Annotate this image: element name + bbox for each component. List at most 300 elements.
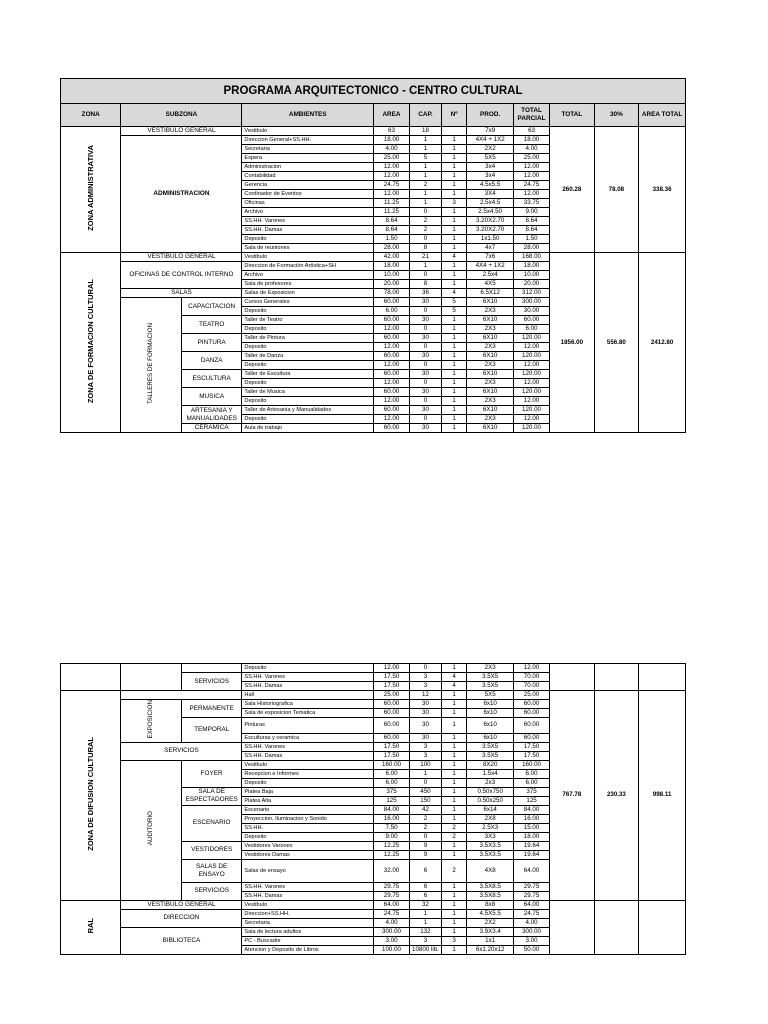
area-cell: 12.00	[373, 343, 409, 352]
partial-total-cell: 8.64	[513, 226, 549, 235]
ambiente-cell: Cursos Generales	[242, 298, 374, 307]
header-total: TOTAL	[550, 104, 595, 127]
partial-total-cell: 24.75	[514, 909, 550, 918]
product-cell: 2X3	[467, 664, 514, 673]
header-row	[61, 104, 686, 127]
ambiente-cell: Deposito	[242, 343, 374, 352]
partial-total-cell: 120.00	[513, 424, 549, 433]
capacity-cell: 1	[410, 172, 442, 181]
product-cell: 6x10	[467, 733, 514, 742]
taller-ceramica-continued	[181, 664, 241, 673]
ambiente-cell: Vestibulo	[242, 253, 374, 262]
capacity-cell: 0	[410, 397, 442, 406]
capacity-cell: 18	[410, 127, 442, 136]
product-cell: 2X3	[467, 379, 514, 388]
area-cell: 64.00	[373, 900, 409, 909]
partial-total-cell: 64.00	[514, 900, 550, 909]
area-cell: 10.00	[373, 271, 409, 280]
ambiente-cell: SS.HH.	[242, 823, 374, 832]
number-cell: 3	[441, 936, 466, 945]
exposicion-temporal: TEMPORAL	[181, 718, 241, 743]
product-cell: 0.50x750	[467, 787, 514, 796]
number-cell: 1	[441, 814, 466, 823]
product-cell: 6X10	[467, 406, 514, 415]
ambiente-cell: Taller de Teatro	[242, 316, 374, 325]
area-cell: 8.64	[373, 226, 409, 235]
product-cell: 3.5X8.5	[467, 891, 514, 900]
product-cell: 0.50x250	[467, 796, 514, 805]
area-cell: 4.00	[373, 145, 409, 154]
area-cell: 60.00	[373, 424, 409, 433]
product-cell: 2x3	[467, 778, 514, 787]
partial-total-cell: 60.00	[514, 700, 550, 709]
number-cell: 1	[441, 334, 466, 343]
zone-area-total: 998.11	[639, 691, 686, 901]
taller-label: CERAMICA	[181, 424, 241, 433]
capacity-cell: 21	[410, 253, 442, 262]
capacity-cell: 30	[410, 733, 442, 742]
auditorio-vestidores: VESTIDORES	[181, 841, 241, 859]
area-cell: 12.00	[373, 415, 409, 424]
product-cell: 4X8	[467, 859, 514, 882]
zone-percent: 556.80	[594, 253, 639, 433]
capacity-cell: 1	[410, 145, 442, 154]
number-cell: 1	[441, 945, 466, 954]
number-cell: 1	[441, 370, 466, 379]
area-cell: 24.75	[373, 181, 409, 190]
area-cell: 18.00	[373, 262, 409, 271]
header-cap: CAP.	[410, 104, 442, 127]
number-cell: 1	[441, 136, 466, 145]
area-cell: 60.00	[373, 388, 409, 397]
ambiente-cell: Vestidores Varones	[242, 841, 374, 850]
table-row	[61, 253, 686, 262]
capacity-cell: 2	[410, 217, 442, 226]
taller-label: PINTURA	[181, 334, 241, 352]
capacity-cell: 0	[410, 325, 442, 334]
number-cell: 1	[441, 388, 466, 397]
partial-total-cell: 6.00	[514, 778, 550, 787]
partial-total-cell: 63	[513, 127, 549, 136]
subzone-hall	[121, 691, 242, 700]
capacity-cell: 42	[410, 805, 442, 814]
partial-total-cell: 64.00	[514, 859, 550, 882]
partial-total-cell: 120.00	[513, 352, 549, 361]
partial-total-cell: 20.00	[513, 280, 549, 289]
area-cell: 60.00	[373, 316, 409, 325]
auditorio-servicios: SERVICIOS	[181, 882, 241, 900]
taller-label: TEATRO	[181, 316, 241, 334]
ambiente-cell: Deposito	[242, 379, 374, 388]
number-cell: 1	[441, 154, 466, 163]
header-area: AREA	[373, 104, 409, 127]
area-cell: 1.50	[373, 235, 409, 244]
partial-total-cell: 25.00	[514, 691, 550, 700]
capacity-cell: 1	[410, 769, 442, 778]
product-cell: 6X10	[467, 316, 514, 325]
taller-label: CAPACITACION	[181, 298, 241, 316]
product-cell: 6X10	[467, 352, 514, 361]
product-cell: 2.5x4.5	[467, 199, 514, 208]
area-cell: 24.75	[373, 909, 409, 918]
subzone-vestibulo: VESTIBULO GENERAL	[121, 127, 242, 136]
area-cell: 42.00	[373, 253, 409, 262]
sheet-page-2	[60, 663, 686, 1024]
product-cell: 1x1.50	[467, 235, 514, 244]
product-cell: 8X20	[467, 760, 514, 769]
partial-total-cell: 12.00	[513, 190, 549, 199]
capacity-cell: 10800 lib.	[410, 945, 442, 954]
subzone-talleres-formacion	[121, 298, 181, 433]
capacity-cell: 132	[410, 927, 442, 936]
ambiente-cell: Atencion y Deposito de Libros	[242, 945, 374, 954]
ambiente-cell: Platea Baja	[242, 787, 374, 796]
zone-area-total: 2412.80	[639, 253, 686, 433]
ambiente-cell: Salas de ensayo	[242, 859, 374, 882]
partial-total-cell: 60.00	[514, 733, 550, 742]
partial-total-cell: 3.00	[514, 936, 550, 945]
capacity-cell: 9	[410, 850, 442, 859]
number-cell: 1	[441, 909, 466, 918]
subzone-direccion: DIRECCION	[121, 909, 242, 927]
partial-total-cell: 160.00	[514, 760, 550, 769]
product-cell: 2X3	[467, 397, 514, 406]
program-table-page-1	[60, 78, 686, 433]
product-cell: 6X10	[467, 424, 514, 433]
number-cell: 1	[441, 742, 466, 751]
capacity-cell: 32	[410, 900, 442, 909]
partial-total-cell: 24.75	[513, 181, 549, 190]
product-cell: 2.5x4	[467, 271, 514, 280]
ambiente-cell: Vestibulo	[242, 760, 374, 769]
capacity-cell: 1	[410, 163, 442, 172]
partial-total-cell: 16.00	[514, 814, 550, 823]
partial-total-cell: 12.00	[513, 415, 549, 424]
subzone-auditorio	[121, 760, 181, 900]
area-cell: 8.64	[373, 217, 409, 226]
ambiente-cell: Deposito	[242, 235, 374, 244]
area-cell: 12.00	[373, 361, 409, 370]
capacity-cell: 30	[410, 718, 442, 734]
product-cell: 3.20X2.70	[467, 226, 514, 235]
ambiente-cell: Deposito	[242, 778, 374, 787]
product-cell: 6x14	[467, 805, 514, 814]
capacity-cell: 0	[410, 778, 442, 787]
number-cell: 2	[441, 823, 466, 832]
number-cell: 1	[441, 316, 466, 325]
product-cell: 3.5X5	[467, 673, 514, 682]
zone-total: 1856.00	[550, 253, 595, 433]
number-cell: 4	[441, 682, 466, 691]
product-cell: 3.5X5	[467, 742, 514, 751]
zone-percent: 78.08	[594, 127, 639, 253]
number-cell: 1	[441, 280, 466, 289]
number-cell	[441, 127, 466, 136]
area-cell: 84.00	[373, 805, 409, 814]
zone-admin-label-text: ZONA ADMINISTRATIVA	[85, 145, 95, 231]
area-cell: 375	[373, 787, 409, 796]
partial-total-cell: 300.00	[513, 298, 549, 307]
capacity-cell: 2	[410, 814, 442, 823]
area-cell: 3.00	[373, 936, 409, 945]
partial-total-cell: 28.00	[513, 244, 549, 253]
capacity-cell: 30	[410, 352, 442, 361]
ambiente-cell: Esculturas y ceramica	[242, 733, 374, 742]
number-cell: 1	[441, 145, 466, 154]
capacity-cell: 0	[410, 271, 442, 280]
subzone-talleres-continued	[121, 664, 181, 691]
area-cell: 12.00	[373, 163, 409, 172]
ambiente-cell: Vestibulo	[242, 900, 374, 909]
product-cell: 5X5	[467, 154, 514, 163]
ambiente-cell: Cordinador de Eventos	[242, 190, 374, 199]
ambiente-cell: Deposito	[242, 664, 374, 673]
taller-label: MUSICA	[181, 388, 241, 406]
number-cell: 1	[441, 181, 466, 190]
area-cell: 12.00	[373, 325, 409, 334]
partial-total-cell: 120.00	[513, 334, 549, 343]
partial-total-cell: 1.50	[513, 235, 549, 244]
product-cell: 6X10	[467, 298, 514, 307]
area-cell: 60.00	[373, 406, 409, 415]
ambiente-cell: Contabilidad	[242, 172, 374, 181]
number-cell: 1	[441, 397, 466, 406]
partial-total-cell: 312.00	[513, 289, 549, 298]
capacity-cell: 30	[410, 334, 442, 343]
capacity-cell: 3	[410, 751, 442, 760]
capacity-cell: 1	[410, 190, 442, 199]
area-cell: 12.25	[373, 850, 409, 859]
area-cell: 29.75	[373, 882, 409, 891]
area-cell: 60.00	[373, 733, 409, 742]
partial-total-cell: 9.00	[513, 208, 549, 217]
subzone-exposicion	[121, 700, 181, 743]
capacity-cell: 1	[410, 262, 442, 271]
product-cell: 3X4	[467, 190, 514, 199]
auditorio-salas-ensayo: SALAS DE ENSAYO	[181, 859, 241, 882]
area-cell: 12.00	[373, 190, 409, 199]
header-ambientes: AMBIENTES	[242, 104, 374, 127]
sheet-page-1	[60, 78, 686, 521]
number-cell: 1	[441, 778, 466, 787]
zone-total: 767.78	[550, 691, 595, 901]
capacity-cell: 0	[410, 208, 442, 217]
ambiente-cell: Taller de Artesania y Manualidades	[242, 406, 374, 415]
area-cell: 16.00	[373, 814, 409, 823]
partial-total-cell: 60.00	[514, 718, 550, 734]
partial-total-cell: 18.00	[513, 136, 549, 145]
partial-total-cell: 12.00	[513, 172, 549, 181]
ambiente-cell: Deposito	[242, 361, 374, 370]
number-cell: 1	[441, 841, 466, 850]
subzone-auditorio-text: AUDITORIO	[147, 811, 155, 846]
partial-total-cell: 29.75	[514, 882, 550, 891]
product-cell: 3x4	[467, 163, 514, 172]
number-cell: 1	[441, 891, 466, 900]
capacity-cell: 3	[410, 742, 442, 751]
subzone-biblioteca: BIBLIOTECA	[121, 927, 242, 954]
partial-total-cell: 120.00	[513, 388, 549, 397]
area-cell: 11.25	[373, 208, 409, 217]
ambiente-cell: Sala de profesores	[242, 280, 374, 289]
partial-total-cell: 4.00	[514, 918, 550, 927]
area-cell: 4.00	[373, 918, 409, 927]
partial-total-cell: 84.00	[514, 805, 550, 814]
number-cell: 1	[441, 664, 466, 673]
area-cell: 12.00	[373, 172, 409, 181]
product-cell: 2X3	[467, 415, 514, 424]
number-cell: 4	[441, 289, 466, 298]
product-cell: 4X5	[467, 280, 514, 289]
product-cell: 2X3	[467, 325, 514, 334]
ambiente-cell: Direccion+SS.HH.	[242, 909, 374, 918]
partial-total-cell: 18.00	[514, 832, 550, 841]
area-cell: 25.00	[373, 691, 409, 700]
product-cell: 6x10	[467, 718, 514, 734]
ambiente-cell: Hall	[242, 691, 374, 700]
area-cell: 17.50	[373, 742, 409, 751]
capacity-cell: 0	[410, 307, 442, 316]
area-cell: 60.00	[373, 700, 409, 709]
ambiente-cell: Proyeccion, Iluminacion y Sonido	[242, 814, 374, 823]
number-cell: 1	[441, 796, 466, 805]
ambiente-cell: SS.HH. Damas	[242, 226, 374, 235]
number-cell: 4	[441, 253, 466, 262]
table-row	[61, 664, 686, 673]
ambiente-cell: Sala de lectura adultos	[242, 927, 374, 936]
product-cell: 4.5x5.5	[467, 181, 514, 190]
number-cell: 1	[441, 217, 466, 226]
zone-percent: 230.33	[594, 691, 639, 901]
ambiente-cell: Taller de Escultura	[242, 370, 374, 379]
ambiente-cell: Salas de Exposicion	[242, 289, 374, 298]
capacity-cell: 30	[410, 298, 442, 307]
capacity-cell: 12	[410, 691, 442, 700]
area-cell: 17.50	[373, 751, 409, 760]
subzone-oficinas-control: OFICINAS DE CONTROL INTERNO	[121, 262, 242, 289]
ambiente-cell: Taller de Musica	[242, 388, 374, 397]
number-cell: 1	[441, 700, 466, 709]
zone-percent	[594, 900, 639, 954]
area-cell: 17.50	[373, 682, 409, 691]
capacity-cell: 150	[410, 796, 442, 805]
number-cell: 3	[441, 199, 466, 208]
ambiente-cell: Deposito	[242, 832, 374, 841]
capacity-cell: 5	[410, 154, 442, 163]
capacity-cell: 1	[410, 199, 442, 208]
capacity-cell: 2	[410, 181, 442, 190]
program-table-page-2	[60, 663, 686, 955]
number-cell: 5	[441, 298, 466, 307]
capacity-cell: 30	[410, 709, 442, 718]
capacity-cell: 0	[410, 379, 442, 388]
area-cell: 18.00	[373, 136, 409, 145]
area-cell: 60.00	[373, 718, 409, 734]
number-cell: 1	[441, 918, 466, 927]
product-cell: 6x10	[467, 709, 514, 718]
number-cell: 1	[441, 262, 466, 271]
product-cell: 2X3	[467, 307, 514, 316]
product-cell: 5X5	[467, 691, 514, 700]
partial-total-cell: 19.64	[514, 850, 550, 859]
partial-total-cell: 12.00	[513, 361, 549, 370]
ambiente-cell: Deposito	[242, 307, 374, 316]
ambiente-cell: Direccion de Formación Artística+SH	[242, 262, 374, 271]
capacity-cell: 6	[410, 891, 442, 900]
ambiente-cell: Vestibulo	[242, 127, 374, 136]
ambiente-cell: Platea Alta	[242, 796, 374, 805]
capacity-cell: 8	[410, 280, 442, 289]
partial-total-cell: 70.00	[514, 682, 550, 691]
number-cell: 1	[441, 787, 466, 796]
partial-total-cell: 120.00	[513, 406, 549, 415]
product-cell: 3X3	[467, 832, 514, 841]
header-zona: ZONA	[61, 104, 121, 127]
product-cell: 4.5X5.5	[467, 909, 514, 918]
zone-percent	[594, 664, 639, 691]
ambiente-cell: SS.HH. Varones	[242, 882, 374, 891]
capacity-cell: 3	[410, 682, 442, 691]
number-cell: 1	[441, 850, 466, 859]
exposicion-permanente: PERMANENTE	[181, 700, 241, 718]
capacity-cell: 30	[410, 370, 442, 379]
header-subzona: SUBZONA	[121, 104, 242, 127]
partial-total-cell: 375	[514, 787, 550, 796]
partial-total-cell: 60.00	[514, 709, 550, 718]
area-cell: 11.25	[373, 199, 409, 208]
capacity-cell: 0	[410, 664, 442, 673]
number-cell: 1	[441, 718, 466, 734]
area-cell: 12.00	[373, 379, 409, 388]
capacity-cell: 1	[410, 909, 442, 918]
zone-difusion-label-text: ZONA DE DIFUSION CULTURAL	[85, 736, 95, 851]
product-cell: 6.5X12	[467, 289, 514, 298]
ambiente-cell: SS.HH. Varones	[242, 217, 374, 226]
area-cell: 12.00	[373, 664, 409, 673]
ambiente-cell: Direccion General+SS.HH.	[242, 136, 374, 145]
number-cell: 1	[441, 172, 466, 181]
area-cell: 32.00	[373, 859, 409, 882]
area-cell: 12.00	[373, 397, 409, 406]
table-row	[61, 127, 686, 136]
ambiente-cell: Archivo	[242, 208, 374, 217]
area-cell: 28.00	[373, 244, 409, 253]
number-cell: 1	[441, 163, 466, 172]
partial-total-cell: 19.64	[514, 841, 550, 850]
zone-formacion-label-text: ZONA DE FORMACION CULTURAL	[85, 278, 95, 404]
ambiente-cell: Recepcion e Informes	[242, 769, 374, 778]
table-row	[61, 900, 686, 909]
number-cell: 1	[441, 927, 466, 936]
number-cell: 2	[441, 832, 466, 841]
capacity-cell: 6	[410, 859, 442, 882]
product-cell: 7x9	[467, 127, 514, 136]
subzone-administracion: ADMINISTRACION	[121, 136, 242, 253]
capacity-cell: 6	[410, 882, 442, 891]
number-cell: 1	[441, 733, 466, 742]
area-cell: 9.00	[373, 832, 409, 841]
partial-total-cell: 60.00	[513, 316, 549, 325]
number-cell: 1	[441, 379, 466, 388]
zone-area-total	[639, 900, 686, 954]
ambiente-cell: SS.HH. Damas	[242, 751, 374, 760]
capacity-cell: 30	[410, 316, 442, 325]
number-cell: 1	[441, 325, 466, 334]
zone-area-total	[639, 664, 686, 691]
capacity-cell: 2	[410, 226, 442, 235]
capacity-cell: 30	[410, 700, 442, 709]
partial-total-cell: 4.00	[513, 145, 549, 154]
